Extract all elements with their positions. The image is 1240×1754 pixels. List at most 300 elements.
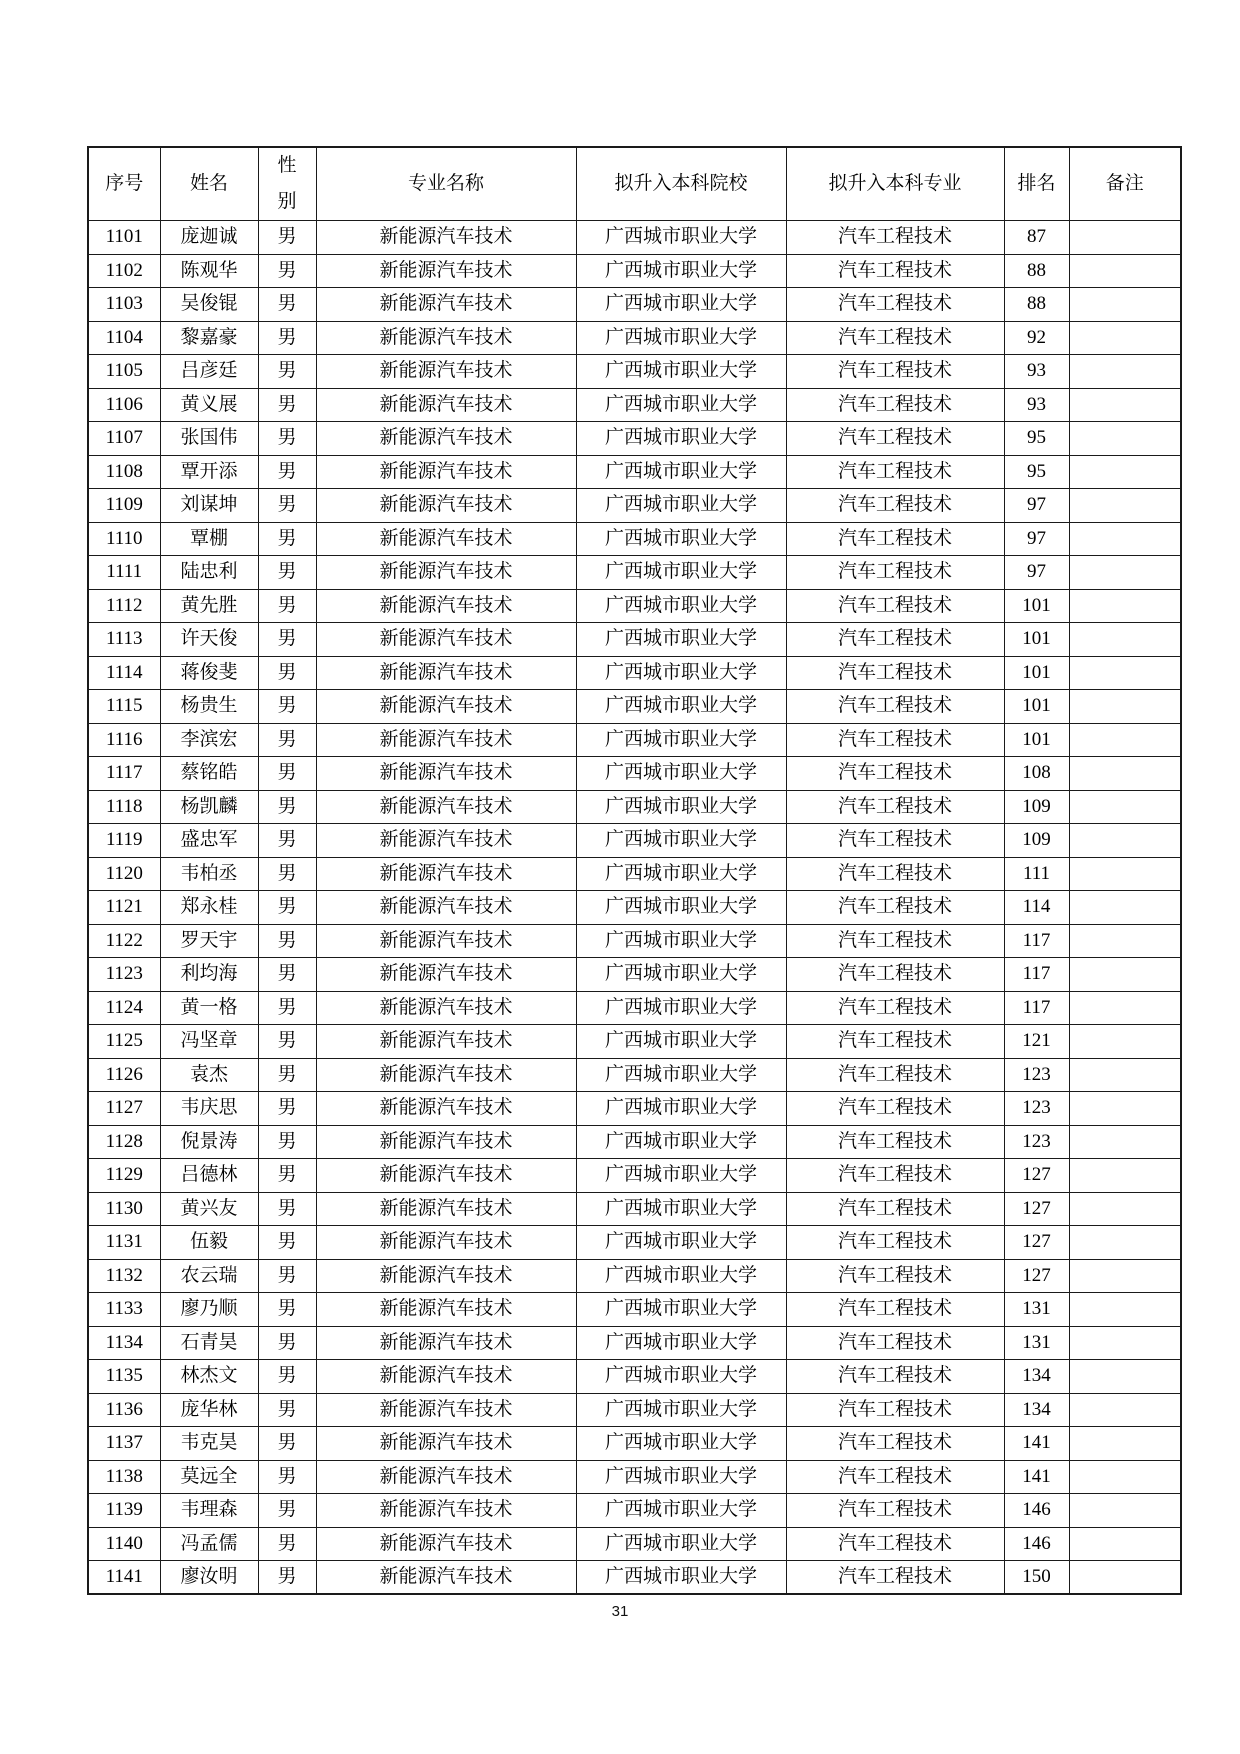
cell-major: 新能源汽车技术 <box>316 556 576 590</box>
cell-rank: 127 <box>1004 1226 1069 1260</box>
cell-index: 1127 <box>88 1092 160 1126</box>
cell-index: 1117 <box>88 757 160 791</box>
cell-gender: 男 <box>258 1058 316 1092</box>
cell-rank: 97 <box>1004 522 1069 556</box>
cell-gender: 男 <box>258 1427 316 1461</box>
table-row <box>88 790 1181 824</box>
cell-remark <box>1069 723 1181 757</box>
cell-gender: 男 <box>258 1293 316 1327</box>
cell-major: 新能源汽车技术 <box>316 857 576 891</box>
cell-college: 广西城市职业大学 <box>576 690 786 724</box>
table-row <box>88 1360 1181 1394</box>
cell-college: 广西城市职业大学 <box>576 857 786 891</box>
cell-remark <box>1069 1527 1181 1561</box>
cell-college: 广西城市职业大学 <box>576 489 786 523</box>
cell-index: 1116 <box>88 723 160 757</box>
cell-remark <box>1069 455 1181 489</box>
cell-college: 广西城市职业大学 <box>576 288 786 322</box>
cell-index: 1101 <box>88 221 160 255</box>
cell-name: 吴俊锟 <box>160 288 258 322</box>
cell-college: 广西城市职业大学 <box>576 891 786 925</box>
cell-target_major: 汽车工程技术 <box>786 422 1004 456</box>
cell-major: 新能源汽车技术 <box>316 254 576 288</box>
cell-college: 广西城市职业大学 <box>576 422 786 456</box>
cell-major: 新能源汽车技术 <box>316 757 576 791</box>
cell-college: 广西城市职业大学 <box>576 1092 786 1126</box>
cell-remark <box>1069 1494 1181 1528</box>
cell-college: 广西城市职业大学 <box>576 1226 786 1260</box>
cell-rank: 123 <box>1004 1125 1069 1159</box>
table-row <box>88 388 1181 422</box>
cell-gender: 男 <box>258 1561 316 1595</box>
cell-major: 新能源汽车技术 <box>316 221 576 255</box>
cell-college: 广西城市职业大学 <box>576 1561 786 1595</box>
cell-name: 黄一格 <box>160 991 258 1025</box>
cell-college: 广西城市职业大学 <box>576 623 786 657</box>
cell-gender: 男 <box>258 1393 316 1427</box>
cell-name: 庞迦诚 <box>160 221 258 255</box>
cell-college: 广西城市职业大学 <box>576 1025 786 1059</box>
cell-remark <box>1069 790 1181 824</box>
cell-major: 新能源汽车技术 <box>316 1025 576 1059</box>
cell-college: 广西城市职业大学 <box>576 1460 786 1494</box>
cell-target_major: 汽车工程技术 <box>786 1494 1004 1528</box>
cell-major: 新能源汽车技术 <box>316 422 576 456</box>
cell-remark <box>1069 1427 1181 1461</box>
cell-rank: 127 <box>1004 1159 1069 1193</box>
cell-index: 1125 <box>88 1025 160 1059</box>
cell-name: 蔡铭皓 <box>160 757 258 791</box>
cell-major: 新能源汽车技术 <box>316 1058 576 1092</box>
cell-college: 广西城市职业大学 <box>576 1494 786 1528</box>
cell-name: 石青昊 <box>160 1326 258 1360</box>
table-row <box>88 1293 1181 1327</box>
cell-gender: 男 <box>258 623 316 657</box>
cell-college: 广西城市职业大学 <box>576 388 786 422</box>
cell-name: 郑永桂 <box>160 891 258 925</box>
cell-name: 利均海 <box>160 958 258 992</box>
cell-major: 新能源汽车技术 <box>316 1527 576 1561</box>
cell-name: 覃开添 <box>160 455 258 489</box>
cell-name: 黄兴友 <box>160 1192 258 1226</box>
cell-gender: 男 <box>258 522 316 556</box>
cell-major: 新能源汽车技术 <box>316 924 576 958</box>
cell-remark <box>1069 824 1181 858</box>
cell-major: 新能源汽车技术 <box>316 723 576 757</box>
cell-rank: 134 <box>1004 1360 1069 1394</box>
table-row <box>88 589 1181 623</box>
header-index: 序号 <box>88 147 160 221</box>
cell-gender: 男 <box>258 1460 316 1494</box>
cell-index: 1135 <box>88 1360 160 1394</box>
cell-remark <box>1069 1125 1181 1159</box>
cell-index: 1103 <box>88 288 160 322</box>
cell-index: 1114 <box>88 656 160 690</box>
cell-name: 刘谋坤 <box>160 489 258 523</box>
cell-remark <box>1069 891 1181 925</box>
cell-rank: 114 <box>1004 891 1069 925</box>
table-row <box>88 991 1181 1025</box>
table-body <box>88 221 1181 1595</box>
cell-index: 1120 <box>88 857 160 891</box>
cell-name: 林杰文 <box>160 1360 258 1394</box>
cell-index: 1113 <box>88 623 160 657</box>
cell-gender: 男 <box>258 656 316 690</box>
cell-name: 黎嘉豪 <box>160 321 258 355</box>
cell-gender: 男 <box>258 991 316 1025</box>
cell-college: 广西城市职业大学 <box>576 1058 786 1092</box>
table-row <box>88 1393 1181 1427</box>
cell-remark <box>1069 288 1181 322</box>
cell-target_major: 汽车工程技术 <box>786 1427 1004 1461</box>
cell-gender: 男 <box>258 757 316 791</box>
cell-gender: 男 <box>258 455 316 489</box>
cell-target_major: 汽车工程技术 <box>786 522 1004 556</box>
cell-major: 新能源汽车技术 <box>316 790 576 824</box>
cell-rank: 101 <box>1004 690 1069 724</box>
cell-remark <box>1069 221 1181 255</box>
cell-index: 1106 <box>88 388 160 422</box>
cell-name: 韦理森 <box>160 1494 258 1528</box>
cell-target_major: 汽车工程技术 <box>786 857 1004 891</box>
cell-index: 1141 <box>88 1561 160 1595</box>
cell-gender: 男 <box>258 1092 316 1126</box>
cell-gender: 男 <box>258 388 316 422</box>
cell-major: 新能源汽车技术 <box>316 1494 576 1528</box>
cell-college: 广西城市职业大学 <box>576 924 786 958</box>
cell-index: 1123 <box>88 958 160 992</box>
cell-rank: 101 <box>1004 723 1069 757</box>
header-major: 专业名称 <box>316 147 576 221</box>
cell-rank: 134 <box>1004 1393 1069 1427</box>
cell-name: 吕德林 <box>160 1159 258 1193</box>
cell-rank: 87 <box>1004 221 1069 255</box>
cell-target_major: 汽车工程技术 <box>786 1293 1004 1327</box>
header-target-major: 拟升入本科专业 <box>786 147 1004 221</box>
cell-college: 广西城市职业大学 <box>576 355 786 389</box>
cell-target_major: 汽车工程技术 <box>786 1226 1004 1260</box>
cell-target_major: 汽车工程技术 <box>786 891 1004 925</box>
table-row <box>88 455 1181 489</box>
cell-remark <box>1069 321 1181 355</box>
cell-gender: 男 <box>258 1259 316 1293</box>
cell-college: 广西城市职业大学 <box>576 991 786 1025</box>
cell-name: 廖乃顺 <box>160 1293 258 1327</box>
cell-college: 广西城市职业大学 <box>576 790 786 824</box>
cell-major: 新能源汽车技术 <box>316 489 576 523</box>
cell-target_major: 汽车工程技术 <box>786 623 1004 657</box>
cell-target_major: 汽车工程技术 <box>786 489 1004 523</box>
cell-gender: 男 <box>258 221 316 255</box>
cell-target_major: 汽车工程技术 <box>786 589 1004 623</box>
cell-college: 广西城市职业大学 <box>576 556 786 590</box>
cell-remark <box>1069 556 1181 590</box>
cell-rank: 92 <box>1004 321 1069 355</box>
cell-index: 1131 <box>88 1226 160 1260</box>
cell-major: 新能源汽车技术 <box>316 690 576 724</box>
cell-index: 1102 <box>88 254 160 288</box>
cell-remark <box>1069 1159 1181 1193</box>
cell-remark <box>1069 1226 1181 1260</box>
cell-college: 广西城市职业大学 <box>576 656 786 690</box>
cell-target_major: 汽车工程技术 <box>786 1259 1004 1293</box>
table-row <box>88 723 1181 757</box>
cell-major: 新能源汽车技术 <box>316 1293 576 1327</box>
cell-remark <box>1069 1259 1181 1293</box>
cell-target_major: 汽车工程技术 <box>786 1125 1004 1159</box>
cell-rank: 141 <box>1004 1460 1069 1494</box>
table-row <box>88 924 1181 958</box>
table-row <box>88 1326 1181 1360</box>
table-row <box>88 422 1181 456</box>
cell-remark <box>1069 422 1181 456</box>
cell-rank: 95 <box>1004 455 1069 489</box>
cell-remark <box>1069 1460 1181 1494</box>
cell-index: 1140 <box>88 1527 160 1561</box>
cell-college: 广西城市职业大学 <box>576 455 786 489</box>
cell-remark <box>1069 355 1181 389</box>
cell-remark <box>1069 757 1181 791</box>
cell-rank: 109 <box>1004 824 1069 858</box>
cell-major: 新能源汽车技术 <box>316 1360 576 1394</box>
cell-remark <box>1069 1293 1181 1327</box>
cell-college: 广西城市职业大学 <box>576 221 786 255</box>
cell-index: 1124 <box>88 991 160 1025</box>
cell-target_major: 汽车工程技术 <box>786 388 1004 422</box>
cell-target_major: 汽车工程技术 <box>786 723 1004 757</box>
table-row <box>88 656 1181 690</box>
cell-index: 1134 <box>88 1326 160 1360</box>
cell-college: 广西城市职业大学 <box>576 1527 786 1561</box>
cell-gender: 男 <box>258 355 316 389</box>
cell-index: 1104 <box>88 321 160 355</box>
table-row <box>88 1460 1181 1494</box>
cell-name: 袁杰 <box>160 1058 258 1092</box>
table-row <box>88 623 1181 657</box>
cell-name: 覃棚 <box>160 522 258 556</box>
cell-rank: 121 <box>1004 1025 1069 1059</box>
cell-gender: 男 <box>258 790 316 824</box>
table-row <box>88 355 1181 389</box>
cell-remark <box>1069 522 1181 556</box>
cell-rank: 117 <box>1004 924 1069 958</box>
cell-rank: 117 <box>1004 991 1069 1025</box>
cell-index: 1109 <box>88 489 160 523</box>
cell-index: 1118 <box>88 790 160 824</box>
cell-remark <box>1069 589 1181 623</box>
cell-index: 1138 <box>88 1460 160 1494</box>
cell-name: 罗天宇 <box>160 924 258 958</box>
cell-gender: 男 <box>258 1360 316 1394</box>
header-gender-label: 性别 <box>277 155 297 213</box>
cell-name: 盛忠军 <box>160 824 258 858</box>
cell-major: 新能源汽车技术 <box>316 288 576 322</box>
cell-remark <box>1069 958 1181 992</box>
cell-college: 广西城市职业大学 <box>576 589 786 623</box>
cell-rank: 131 <box>1004 1326 1069 1360</box>
cell-college: 广西城市职业大学 <box>576 1125 786 1159</box>
cell-gender: 男 <box>258 422 316 456</box>
cell-rank: 101 <box>1004 656 1069 690</box>
cell-gender: 男 <box>258 1159 316 1193</box>
table-row <box>88 1259 1181 1293</box>
cell-remark <box>1069 857 1181 891</box>
table-row <box>88 1427 1181 1461</box>
cell-target_major: 汽车工程技术 <box>786 1159 1004 1193</box>
cell-rank: 109 <box>1004 790 1069 824</box>
cell-target_major: 汽车工程技术 <box>786 288 1004 322</box>
cell-index: 1111 <box>88 556 160 590</box>
cell-index: 1110 <box>88 522 160 556</box>
cell-target_major: 汽车工程技术 <box>786 1192 1004 1226</box>
cell-rank: 97 <box>1004 556 1069 590</box>
cell-remark <box>1069 690 1181 724</box>
cell-rank: 141 <box>1004 1427 1069 1461</box>
cell-major: 新能源汽车技术 <box>316 1259 576 1293</box>
cell-rank: 88 <box>1004 288 1069 322</box>
table-row <box>88 1561 1181 1595</box>
cell-target_major: 汽车工程技术 <box>786 958 1004 992</box>
cell-target_major: 汽车工程技术 <box>786 757 1004 791</box>
cell-index: 1133 <box>88 1293 160 1327</box>
cell-major: 新能源汽车技术 <box>316 1326 576 1360</box>
cell-gender: 男 <box>258 891 316 925</box>
cell-name: 冯坚章 <box>160 1025 258 1059</box>
cell-rank: 131 <box>1004 1293 1069 1327</box>
cell-major: 新能源汽车技术 <box>316 1226 576 1260</box>
cell-major: 新能源汽车技术 <box>316 824 576 858</box>
cell-remark <box>1069 1360 1181 1394</box>
cell-gender: 男 <box>258 589 316 623</box>
cell-rank: 127 <box>1004 1259 1069 1293</box>
cell-gender: 男 <box>258 1494 316 1528</box>
table-row <box>88 1527 1181 1561</box>
cell-major: 新能源汽车技术 <box>316 991 576 1025</box>
table-row <box>88 1192 1181 1226</box>
cell-target_major: 汽车工程技术 <box>786 1360 1004 1394</box>
cell-college: 广西城市职业大学 <box>576 1259 786 1293</box>
cell-remark <box>1069 623 1181 657</box>
cell-remark <box>1069 924 1181 958</box>
cell-remark <box>1069 991 1181 1025</box>
cell-target_major: 汽车工程技术 <box>786 1460 1004 1494</box>
cell-gender: 男 <box>258 824 316 858</box>
cell-target_major: 汽车工程技术 <box>786 1326 1004 1360</box>
table-row <box>88 1226 1181 1260</box>
cell-major: 新能源汽车技术 <box>316 891 576 925</box>
cell-index: 1108 <box>88 455 160 489</box>
cell-major: 新能源汽车技术 <box>316 958 576 992</box>
table-row <box>88 1092 1181 1126</box>
cell-name: 韦庆思 <box>160 1092 258 1126</box>
cell-gender: 男 <box>258 321 316 355</box>
cell-index: 1136 <box>88 1393 160 1427</box>
cell-name: 黄义展 <box>160 388 258 422</box>
cell-target_major: 汽车工程技术 <box>786 1058 1004 1092</box>
cell-rank: 97 <box>1004 489 1069 523</box>
cell-rank: 93 <box>1004 388 1069 422</box>
cell-college: 广西城市职业大学 <box>576 1393 786 1427</box>
cell-index: 1112 <box>88 589 160 623</box>
cell-gender: 男 <box>258 489 316 523</box>
cell-gender: 男 <box>258 1192 316 1226</box>
cell-rank: 93 <box>1004 355 1069 389</box>
cell-rank: 117 <box>1004 958 1069 992</box>
cell-index: 1130 <box>88 1192 160 1226</box>
cell-major: 新能源汽车技术 <box>316 1159 576 1193</box>
cell-name: 蒋俊斐 <box>160 656 258 690</box>
cell-target_major: 汽车工程技术 <box>786 656 1004 690</box>
cell-index: 1107 <box>88 422 160 456</box>
cell-target_major: 汽车工程技术 <box>786 924 1004 958</box>
cell-target_major: 汽车工程技术 <box>786 355 1004 389</box>
table-row <box>88 1159 1181 1193</box>
cell-name: 廖汝明 <box>160 1561 258 1595</box>
header-name: 姓名 <box>160 147 258 221</box>
cell-index: 1139 <box>88 1494 160 1528</box>
cell-target_major: 汽车工程技术 <box>786 556 1004 590</box>
table-row <box>88 254 1181 288</box>
cell-college: 广西城市职业大学 <box>576 1159 786 1193</box>
cell-major: 新能源汽车技术 <box>316 355 576 389</box>
cell-target_major: 汽车工程技术 <box>786 1393 1004 1427</box>
cell-name: 倪景涛 <box>160 1125 258 1159</box>
cell-major: 新能源汽车技术 <box>316 589 576 623</box>
table-row <box>88 556 1181 590</box>
cell-gender: 男 <box>258 1326 316 1360</box>
cell-major: 新能源汽车技术 <box>316 623 576 657</box>
table-row <box>88 757 1181 791</box>
cell-index: 1126 <box>88 1058 160 1092</box>
cell-name: 韦柏丞 <box>160 857 258 891</box>
cell-gender: 男 <box>258 254 316 288</box>
cell-major: 新能源汽车技术 <box>316 1393 576 1427</box>
cell-major: 新能源汽车技术 <box>316 1125 576 1159</box>
page-number: 31 <box>611 1603 629 1620</box>
cell-college: 广西城市职业大学 <box>576 1293 786 1327</box>
cell-target_major: 汽车工程技术 <box>786 1527 1004 1561</box>
cell-target_major: 汽车工程技术 <box>786 991 1004 1025</box>
table-row <box>88 221 1181 255</box>
cell-major: 新能源汽车技术 <box>316 1561 576 1595</box>
cell-target_major: 汽车工程技术 <box>786 824 1004 858</box>
header-remark: 备注 <box>1069 147 1181 221</box>
cell-gender: 男 <box>258 690 316 724</box>
cell-target_major: 汽车工程技术 <box>786 321 1004 355</box>
cell-target_major: 汽车工程技术 <box>786 221 1004 255</box>
table-row <box>88 489 1181 523</box>
cell-target_major: 汽车工程技术 <box>786 690 1004 724</box>
cell-index: 1128 <box>88 1125 160 1159</box>
cell-college: 广西城市职业大学 <box>576 1192 786 1226</box>
cell-target_major: 汽车工程技术 <box>786 1025 1004 1059</box>
cell-gender: 男 <box>258 857 316 891</box>
cell-name: 伍毅 <box>160 1226 258 1260</box>
cell-index: 1129 <box>88 1159 160 1193</box>
table-row <box>88 1125 1181 1159</box>
cell-gender: 男 <box>258 924 316 958</box>
cell-college: 广西城市职业大学 <box>576 757 786 791</box>
cell-major: 新能源汽车技术 <box>316 455 576 489</box>
table-header <box>88 147 1181 221</box>
cell-rank: 108 <box>1004 757 1069 791</box>
cell-gender: 男 <box>258 1125 316 1159</box>
cell-name: 陈观华 <box>160 254 258 288</box>
cell-major: 新能源汽车技术 <box>316 1427 576 1461</box>
cell-college: 广西城市职业大学 <box>576 522 786 556</box>
cell-gender: 男 <box>258 556 316 590</box>
cell-remark <box>1069 1092 1181 1126</box>
